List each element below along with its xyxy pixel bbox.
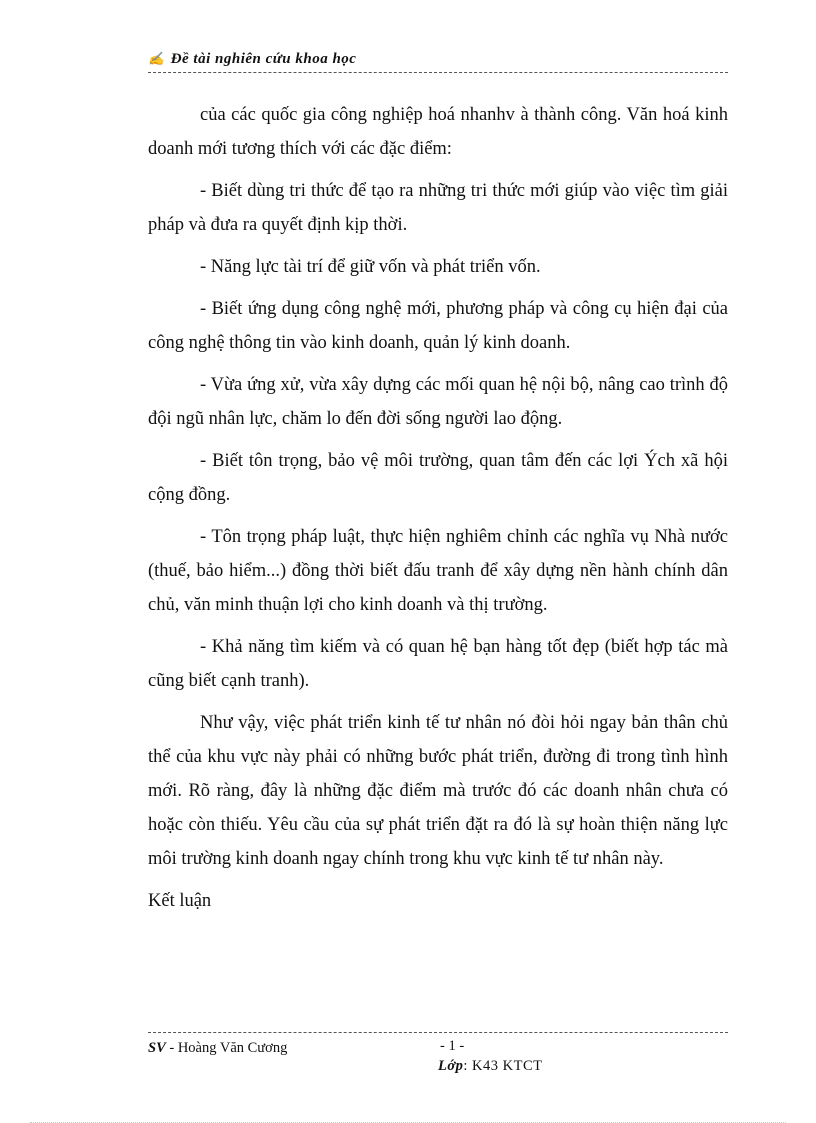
sv-label: SV	[148, 1040, 166, 1056]
paragraph: Như vậy, việc phát triển kinh tế tư nhân nó đòi hỏi ngay bản thân chủ thể của khu vực này phải có những bước phát triển, đường đi trong tình hình mới. Rõ ràng, đây là những đặc điểm mà trước đó các doanh nhân chưa có hoặc còn thiếu. Yêu cầu của sự phát triển đặt ra đó là sự hoàn thiện năng lực môi trường kinh doanh ngay chính trong khu vực kinh tế tư nhân này.	[148, 713, 728, 869]
header-divider	[148, 72, 728, 73]
pen-icon: ✍	[148, 51, 165, 66]
class-value: : K43 KTCT	[463, 1058, 543, 1074]
footer-class	[438, 1058, 543, 1075]
paragraph: - Khả năng tìm kiếm và có quan hệ bạn hàng tốt đẹp (biết hợp tác mà cũng biết cạnh tranh).	[148, 637, 728, 691]
paragraph: - Biết ứng dụng công nghệ mới, phương pháp và công cụ hiện đại của công nghệ thông tin vào kinh doanh, quản lý kinh doanh.	[148, 299, 728, 353]
section-title: Kết luận	[148, 891, 212, 911]
paragraph: - Biết tôn trọng, bảo vệ môi trường, quan tâm đến các lợi Ých xã hội cộng đồng.	[148, 451, 728, 505]
student-name: - Hoàng Văn Cương	[169, 1040, 288, 1056]
paragraph: - Tôn trọng pháp luật, thực hiện nghiêm chỉnh các nghĩa vụ Nhà nước (thuế, bảo hiểm...) đồng thời biết đấu tranh để xây dựng nền hành chính dân chủ, văn minh thuận lợi cho kinh doanh và thị trường.	[148, 527, 728, 615]
paragraph: - Biết dùng tri thức để tạo ra những tri thức mới giúp vào việc tìm giải pháp và đưa ra quyết định kịp thời.	[148, 181, 728, 235]
footer-author	[148, 1040, 287, 1057]
document-body	[148, 98, 728, 926]
page-number: - 1 -	[440, 1038, 465, 1054]
paragraph: - Vừa ứng xử, vừa xây dựng các mối quan hệ nội bộ, nâng cao trình độ đội ngũ nhân lực, chăm lo đến đời sống người lao động.	[148, 375, 728, 429]
header-title: Đề tài nghiên cứu khoa học	[170, 51, 357, 67]
paragraph: - Năng lực tài trí để giữ vốn và phát triển vốn.	[200, 257, 541, 277]
page-header	[148, 50, 728, 68]
header-title-line	[148, 51, 356, 67]
class-label: Lớp	[438, 1058, 464, 1074]
footer-divider	[148, 1032, 728, 1033]
paragraph: của các quốc gia công nghiệp hoá nhanhv à thành công. Văn hoá kinh doanh mới tương thích với các đặc điểm:	[148, 105, 728, 159]
